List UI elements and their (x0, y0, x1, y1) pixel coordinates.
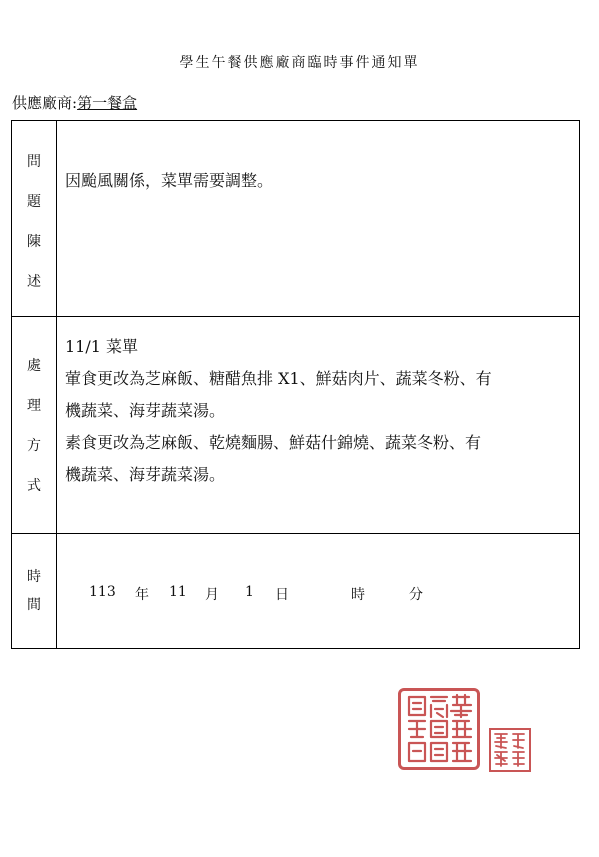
notice-table (11, 120, 580, 649)
handling-label-char: 式 (27, 478, 41, 494)
time-day: 1 (245, 584, 254, 600)
handling-line: 機蔬菜、海芽蔬菜湯。 (65, 401, 226, 420)
time-content-cell (57, 534, 580, 649)
time-month-unit: 月 (205, 587, 219, 603)
handling-line: 11/1 菜單 (65, 337, 139, 356)
time-day-unit: 日 (275, 587, 289, 603)
problem-text: 因颱風關係，菜單需要調整。 (65, 171, 274, 190)
problem-label-char: 問 (27, 154, 41, 170)
time-label-cell (12, 534, 57, 649)
problem-label-char: 陳 (27, 234, 41, 250)
handling-line: 素食更改為芝麻飯、乾燒麵腸、鮮菇什錦燒、蔬菜冬粉、有 (65, 433, 482, 452)
handling-label-char: 方 (27, 438, 41, 454)
handling-label-char: 理 (27, 398, 41, 414)
company-seal-glyphs (401, 691, 477, 767)
time-year: 113 (89, 584, 116, 600)
vendor-name: 第一餐盒 (77, 94, 138, 112)
problem-row (12, 121, 580, 317)
handling-row (12, 317, 580, 534)
time-month: 11 (169, 584, 187, 600)
time-year-unit: 年 (135, 587, 149, 603)
handling-line: 機蔬菜、海芽蔬菜湯。 (65, 465, 226, 484)
time-label-char: 時 (27, 569, 41, 585)
problem-label-char: 述 (27, 274, 41, 290)
problem-label-cell (12, 121, 57, 317)
vendor-line (12, 92, 137, 113)
time-label-char: 間 (27, 597, 41, 613)
time-row (12, 534, 580, 649)
vendor-label: 供應廠商: (12, 94, 78, 112)
handling-line: 葷食更改為芝麻飯、糖醋魚排 X1、鮮菇肉片、蔬菜冬粉、有 (65, 369, 492, 388)
handling-label-cell (12, 317, 57, 534)
handling-label-char: 處 (27, 358, 41, 374)
time-hour-unit: 時 (351, 587, 365, 603)
personal-seal-glyphs (491, 730, 528, 769)
handling-content-cell (57, 317, 580, 534)
problem-label-char: 題 (27, 194, 41, 210)
personal-seal (489, 728, 531, 772)
company-seal (398, 688, 480, 770)
problem-content-cell (57, 121, 580, 317)
form-title: 學生午餐供應廠商臨時事件通知單 (179, 55, 420, 71)
time-minute-unit: 分 (409, 587, 423, 603)
